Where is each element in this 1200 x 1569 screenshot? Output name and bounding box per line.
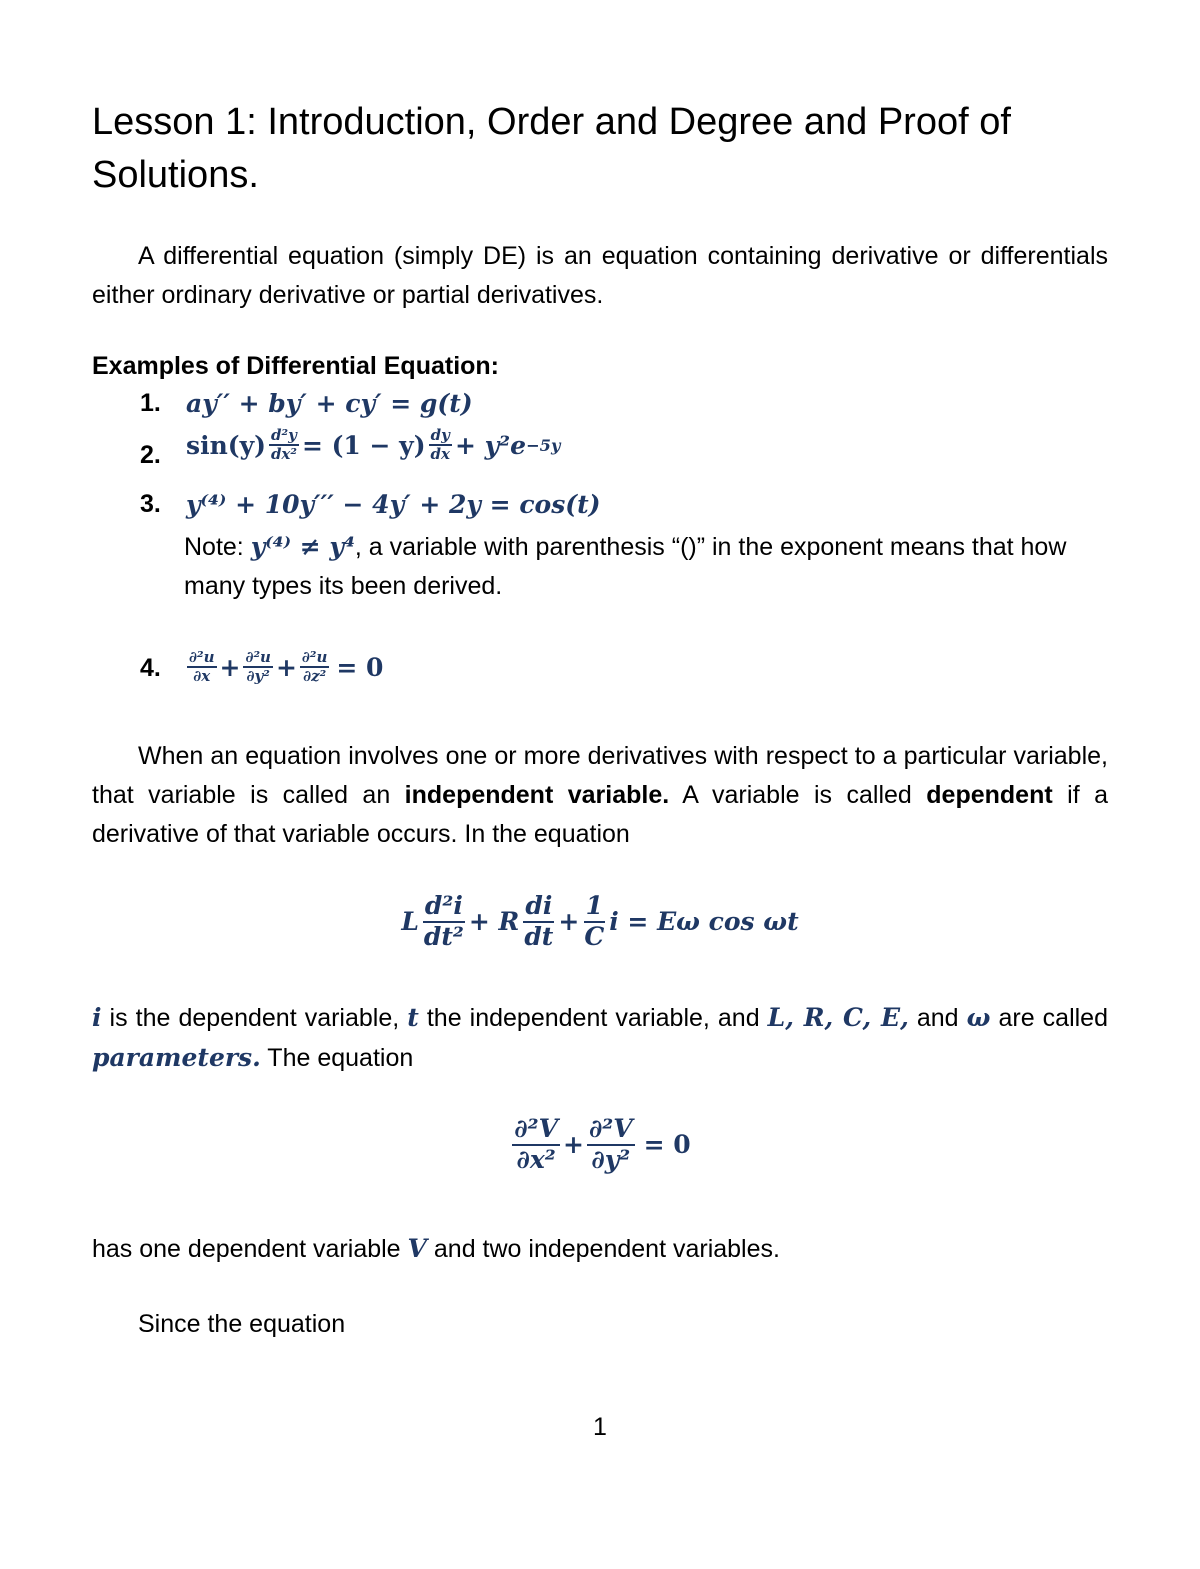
fraction: $\frac{\text{∂²V}}{\text{∂x²}}$: [514, 1114, 558, 1174]
examples-heading: Examples of Differential Equation:: [92, 352, 500, 380]
intro-paragraph: A differential equation (simply DE) is an equation containing derivative or differentials either ordinary derivative or partial derivatives.: [92, 242, 1108, 309]
fraction: $\frac{\text{d²y}}{\text{dx²}}$: [270, 426, 297, 464]
equation-2: sin(y) $\frac{\text{d²y}}{\text{dx²}}$ = (1 − y) $\frac{dy}{dx}$ + y²e −5y: [186, 426, 561, 464]
equation-1: ay′′ + by′ + cy′ = g(t): [186, 389, 473, 418]
fraction: $\frac{di}{dt}$: [524, 891, 554, 951]
example-number: 2.: [140, 441, 161, 469]
dependent-variable-paragraph: has one dependent variable V and two independent variables.: [92, 1234, 780, 1263]
example-3: [140, 490, 601, 520]
fraction: $\frac{1}{C}$: [584, 891, 605, 951]
fraction: $\frac{\text{∂²u}}{\partial x}$: [189, 648, 215, 686]
page-title: Lesson 1: Introduction, Order and Degree and Proof of Solutions.: [92, 101, 1011, 196]
parameters-paragraph: i is the dependent variable, t the independent variable, and L, R, C, E, and ω are called parameters. The equation: [92, 1003, 1108, 1072]
example-number: 3.: [140, 490, 161, 518]
note: Note: y⁽⁴⁾ ≠ y⁴, a variable with parenthesis “()” in the exponent means that how many types its been derived.: [184, 532, 1067, 600]
page-number: 1: [593, 1413, 607, 1441]
equation-3: y⁽⁴⁾ + 10y′′′ − 4y′ + 2y = cos(t): [186, 490, 601, 519]
fraction: $\frac{\text{∂²u}}{\text{∂z²}}$: [301, 648, 328, 686]
variables-paragraph: When an equation involves one or more derivatives with respect to a particular variable, that variable is called an independent variable. A variable is called dependent if a derivative of that variable occurs. In the equation: [92, 742, 1108, 848]
equation-4: $\frac{\text{∂²u}}{\partial x}$ + $\frac{\text{∂²u}}{\text{∂y²}}$ + $\frac{\text{∂²u}}{\text{∂z²}}$ = 0: [189, 648, 384, 686]
fraction: $\frac{\text{∂²u}}{\text{∂y²}}$: [245, 648, 271, 686]
laplace-equation: $\frac{\text{∂²V}}{\text{∂x²}}$ + $\frac{\text{∂²V}}{\text{∂y²}}$ = 0: [514, 1114, 691, 1174]
example-number: 4.: [140, 654, 161, 682]
example-number: 1.: [140, 389, 161, 417]
example-1: [140, 389, 473, 419]
since-paragraph: Since the equation: [138, 1310, 346, 1338]
fraction: $\frac{\text{d²i}}{\text{dt²}}$: [423, 891, 464, 951]
example-4: [140, 640, 383, 686]
example-2: [140, 426, 561, 469]
fraction: $\frac{\text{∂²V}}{\text{∂y²}}$: [588, 1114, 633, 1174]
fraction: $\frac{dy}{dx}$: [430, 426, 450, 464]
circuit-equation: L $\frac{\text{d²i}}{\text{dt²}}$ + R $\frac{di}{dt}$ + $\frac{1}{C}$ i = Eω cos ωt: [401, 891, 799, 951]
